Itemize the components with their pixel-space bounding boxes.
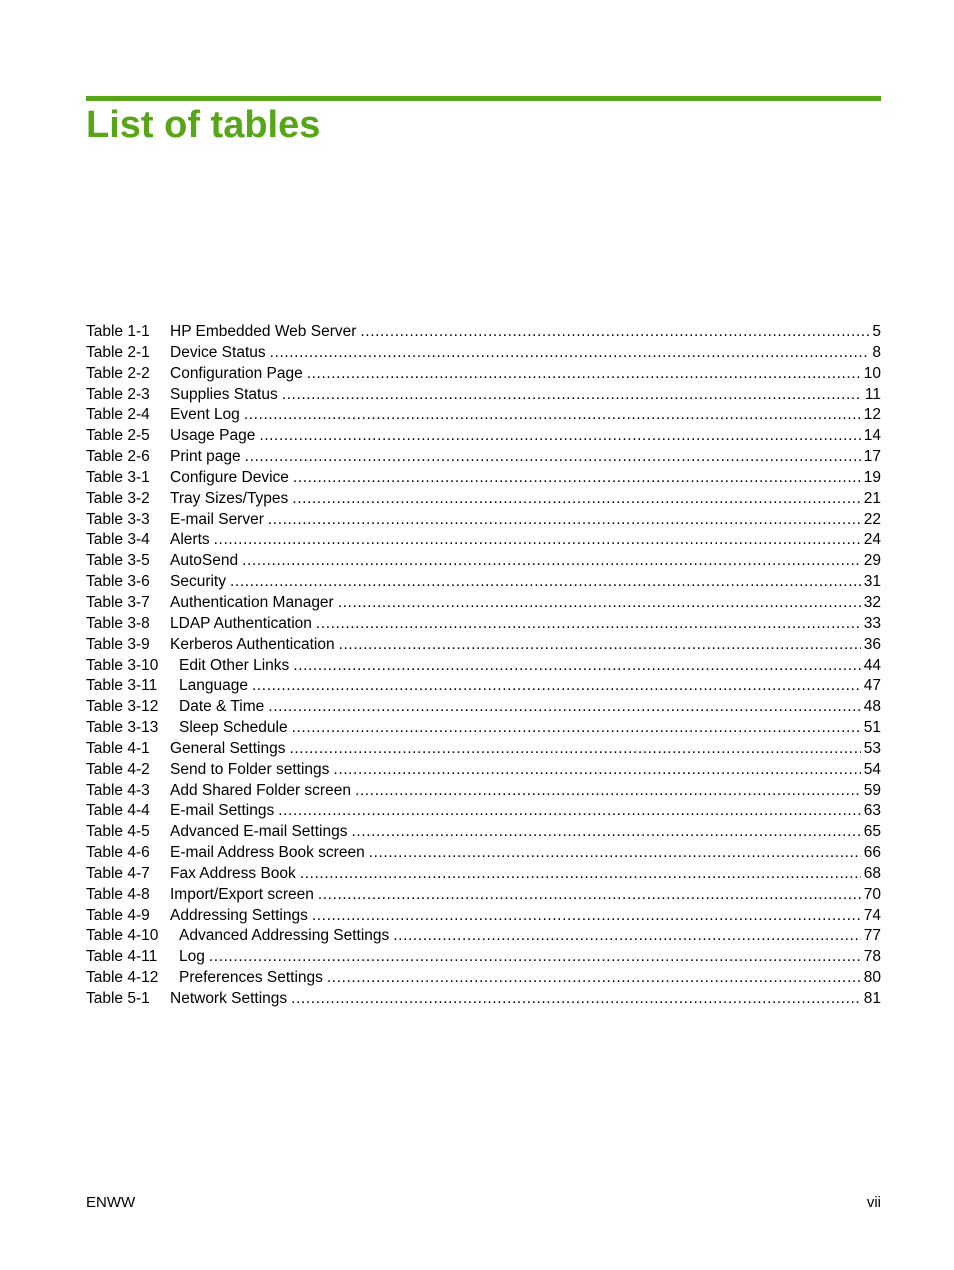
- toc-leader-dots: [292, 489, 860, 510]
- toc-leader-dots: [259, 426, 860, 447]
- toc-entry-page: 32: [863, 593, 881, 611]
- toc-leader-dots: [209, 947, 861, 968]
- toc-entry[interactable]: [86, 822, 881, 843]
- toc-entry-page: 53: [863, 739, 881, 757]
- toc-entry-number: Table 3-12: [86, 698, 159, 716]
- toc-entry-number: Table 4-2: [86, 760, 150, 778]
- toc-entry-page: 63: [863, 802, 881, 820]
- toc-leader-dots: [312, 906, 861, 927]
- toc-entry[interactable]: [86, 656, 881, 677]
- toc-entry-number: Table 1-1: [86, 323, 150, 340]
- toc-entry[interactable]: [86, 364, 881, 385]
- toc-entry-number: Table 4-5: [86, 823, 150, 841]
- toc-entry[interactable]: [86, 885, 881, 906]
- toc-entry-number: Table 3-6: [86, 573, 150, 591]
- toc-entry-page: 80: [863, 969, 881, 987]
- toc-entry-title: AutoSend: [170, 552, 239, 570]
- toc-entry[interactable]: [86, 906, 881, 927]
- toc-entry-number: Table 4-4: [86, 802, 150, 820]
- toc-entry-title: Usage Page: [170, 427, 256, 445]
- toc-entry-number: Table 4-6: [86, 844, 150, 862]
- toc-entry-title: Device Status: [170, 343, 266, 361]
- toc-entry[interactable]: [86, 530, 881, 551]
- toc-entry-title: Date & Time: [179, 698, 265, 716]
- toc-entry-number: Table 3-5: [86, 552, 150, 570]
- toc-entry-number: Table 3-4: [86, 531, 150, 549]
- toc-entry-page: 5: [872, 323, 881, 340]
- toc-entry-page: 31: [863, 573, 881, 591]
- toc-leader-dots: [318, 885, 861, 906]
- toc-entry-title: Fax Address Book: [170, 864, 296, 882]
- toc-entry-title: Language: [179, 677, 248, 695]
- toc-entry-title: Advanced Addressing Settings: [179, 927, 390, 945]
- toc-entry-page: 59: [863, 781, 881, 799]
- table-of-contents: [86, 322, 881, 1010]
- toc-entry-page: 8: [872, 343, 881, 361]
- toc-entry[interactable]: [86, 760, 881, 781]
- footer-label: ENWW: [86, 1194, 136, 1211]
- toc-entry-number: Table 3-13: [86, 719, 159, 737]
- toc-leader-dots: [242, 551, 861, 572]
- toc-leader-dots: [355, 781, 861, 802]
- toc-leader-dots: [282, 385, 862, 406]
- toc-entry-number: Table 2-2: [86, 364, 150, 382]
- toc-leader-dots: [351, 822, 860, 843]
- toc-entry-title: Log: [179, 948, 205, 966]
- toc-leader-dots: [369, 843, 861, 864]
- toc-entry-title: Event Log: [170, 406, 240, 424]
- toc-leader-dots: [360, 322, 869, 343]
- toc-entry-page: 78: [863, 948, 881, 966]
- toc-leader-dots: [339, 635, 861, 656]
- toc-entry-title: Alerts: [170, 531, 210, 549]
- toc-entry-number: Table 3-11: [86, 677, 158, 695]
- toc-leader-dots: [268, 697, 860, 718]
- toc-entry-page: 51: [863, 719, 881, 737]
- toc-entry-title: Addressing Settings: [170, 906, 308, 924]
- toc-leader-dots: [333, 760, 860, 781]
- toc-entry-number: Table 4-1: [86, 739, 150, 757]
- toc-entry-title: HP Embedded Web Server: [170, 323, 357, 340]
- toc-entry-title: Send to Folder settings: [170, 760, 330, 778]
- toc-entry-number: Table 4-7: [86, 864, 150, 882]
- toc-leader-dots: [244, 405, 861, 426]
- toc-entry-number: Table 3-10: [86, 656, 159, 674]
- toc-entry-page: 44: [863, 656, 881, 674]
- toc-entry-title: General Settings: [170, 739, 286, 757]
- toc-entry-number: Table 2-4: [86, 406, 150, 424]
- toc-entry-page: 74: [863, 906, 881, 924]
- toc-leader-dots: [292, 718, 861, 739]
- toc-entry[interactable]: [86, 968, 881, 989]
- toc-entry-title: Tray Sizes/Types: [170, 489, 289, 507]
- toc-leader-dots: [327, 968, 861, 989]
- toc-entry-page: 33: [863, 614, 881, 632]
- toc-entry[interactable]: [86, 801, 881, 822]
- toc-leader-dots: [338, 593, 861, 614]
- toc-entry-number: Table 4-3: [86, 781, 150, 799]
- toc-entry-number: Table 5-1: [86, 990, 150, 1007]
- toc-entry[interactable]: [86, 405, 881, 426]
- toc-entry-number: Table 2-6: [86, 448, 150, 466]
- toc-entry-title: Edit Other Links: [179, 656, 290, 674]
- toc-leader-dots: [230, 572, 861, 593]
- toc-entry-page: 24: [863, 531, 881, 549]
- toc-leader-dots: [214, 530, 861, 551]
- toc-entry-title: Kerberos Authentication: [170, 635, 335, 653]
- toc-entry-title: Authentication Manager: [170, 593, 334, 611]
- toc-entry-number: Table 2-1: [86, 343, 150, 361]
- toc-entry-page: 81: [863, 990, 881, 1007]
- toc-entry-title: Import/Export screen: [170, 885, 314, 903]
- toc-entry-number: Table 4-9: [86, 906, 150, 924]
- toc-entry-number: Table 3-9: [86, 635, 150, 653]
- toc-entry-title: E-mail Server: [170, 510, 264, 528]
- toc-entry-number: Table 3-7: [86, 593, 150, 611]
- toc-entry[interactable]: [86, 426, 881, 447]
- toc-leader-dots: [245, 447, 861, 468]
- toc-entry[interactable]: [86, 697, 881, 718]
- toc-entry[interactable]: [86, 489, 881, 510]
- toc-leader-dots: [289, 739, 860, 760]
- toc-entry-page: 70: [863, 885, 881, 903]
- toc-entry-page: 19: [863, 468, 881, 486]
- toc-entry-title: Add Shared Folder screen: [170, 781, 351, 799]
- toc-leader-dots: [393, 926, 861, 947]
- toc-entry-page: 22: [863, 510, 881, 528]
- toc-entry-title: E-mail Settings: [170, 802, 275, 820]
- toc-entry-number: Table 3-8: [86, 614, 150, 632]
- toc-entry-number: Table 2-3: [86, 385, 150, 403]
- toc-entry-page: 65: [863, 823, 881, 841]
- toc-entry[interactable]: [86, 572, 881, 593]
- toc-entry-page: 29: [863, 552, 881, 570]
- toc-entry-title: Print page: [170, 448, 241, 466]
- toc-entry-title: Preferences Settings: [179, 969, 323, 987]
- toc-entry-number: Table 4-11: [86, 948, 158, 966]
- toc-entry-number: Table 3-3: [86, 510, 150, 528]
- toc-entry-number: Table 3-1: [86, 468, 150, 486]
- toc-entry-title: Security: [170, 573, 226, 591]
- toc-entry-number: Table 4-8: [86, 885, 150, 903]
- toc-leader-dots: [268, 510, 861, 531]
- toc-leader-dots: [278, 801, 861, 822]
- toc-entry-number: Table 4-10: [86, 927, 159, 945]
- toc-leader-dots: [300, 864, 861, 885]
- toc-entry-page: 77: [863, 927, 881, 945]
- toc-entry[interactable]: [86, 718, 881, 739]
- toc-entry-number: Table 3-2: [86, 489, 150, 507]
- toc-entry[interactable]: [86, 385, 881, 406]
- toc-entry[interactable]: [86, 447, 881, 468]
- toc-entry[interactable]: [86, 989, 881, 1010]
- toc-entry-title: Network Settings: [170, 990, 288, 1007]
- toc-entry[interactable]: [86, 593, 881, 614]
- toc-entry[interactable]: [86, 781, 881, 802]
- toc-leader-dots: [252, 676, 861, 697]
- toc-entry-number: Table 2-5: [86, 427, 150, 445]
- toc-leader-dots: [270, 343, 870, 364]
- toc-entry-number: Table 4-12: [86, 969, 159, 987]
- toc-entry-title: Advanced E-mail Settings: [170, 823, 348, 841]
- toc-entry[interactable]: [86, 739, 881, 760]
- toc-leader-dots: [316, 614, 861, 635]
- toc-entry[interactable]: [86, 343, 881, 364]
- toc-entry-page: 10: [863, 364, 881, 382]
- toc-entry[interactable]: [86, 843, 881, 864]
- toc-entry[interactable]: [86, 864, 881, 885]
- toc-entry-page: 36: [863, 635, 881, 653]
- toc-entry-title: E-mail Address Book screen: [170, 844, 365, 862]
- toc-entry-page: 68: [863, 864, 881, 882]
- toc-entry[interactable]: [86, 614, 881, 635]
- toc-entry[interactable]: [86, 926, 881, 947]
- toc-entry-title: Configuration Page: [170, 364, 303, 382]
- toc-leader-dots: [307, 364, 861, 385]
- toc-entry[interactable]: [86, 676, 881, 697]
- page-number: vii: [866, 1194, 881, 1211]
- toc-entry-title: Supplies Status: [170, 385, 278, 403]
- toc-entry-page: 11: [864, 385, 881, 403]
- toc-entry-title: Sleep Schedule: [179, 719, 288, 737]
- toc-entry-page: 14: [863, 427, 881, 445]
- toc-entry-page: 66: [863, 844, 881, 862]
- toc-entry[interactable]: [86, 468, 881, 489]
- toc-entry-title: Configure Device: [170, 468, 289, 486]
- toc-entry[interactable]: [86, 635, 881, 656]
- page-title: List of tables: [86, 104, 321, 146]
- toc-entry-page: 47: [863, 677, 881, 695]
- toc-leader-dots: [293, 656, 860, 677]
- toc-entry[interactable]: [86, 322, 881, 343]
- toc-leader-dots: [291, 989, 861, 1010]
- toc-entry-page: 17: [863, 448, 881, 466]
- toc-entry-page: 54: [863, 760, 881, 778]
- toc-entry-page: 12: [863, 406, 881, 424]
- toc-leader-dots: [293, 468, 861, 489]
- toc-entry[interactable]: [86, 947, 881, 968]
- toc-entry[interactable]: [86, 510, 881, 531]
- toc-entry[interactable]: [86, 551, 881, 572]
- toc-entry-title: LDAP Authentication: [170, 614, 312, 632]
- toc-entry-page: 48: [863, 698, 881, 716]
- toc-entry-page: 21: [863, 489, 881, 507]
